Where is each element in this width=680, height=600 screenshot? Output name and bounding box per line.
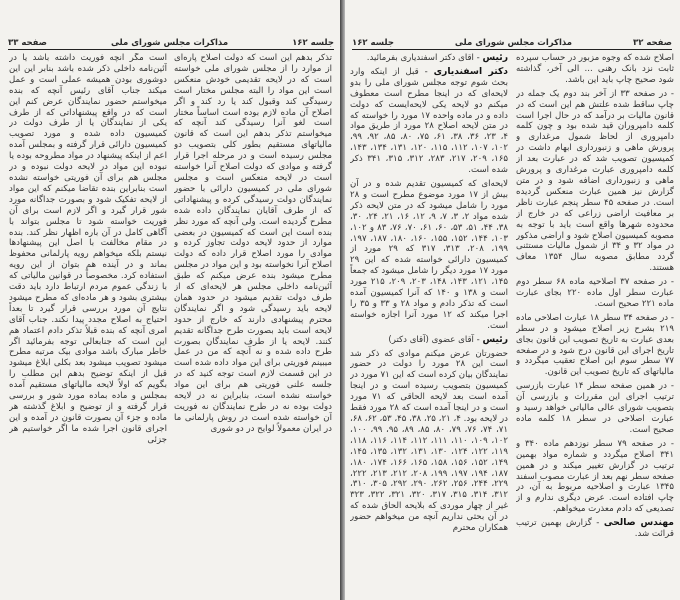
paragraph-text: - در صفحه ۳۳ از آخر بند دوم یک جمله در چاپ ساقط شده علتش هم این است که در قانون مالیات بر درآمد که در حال اجرا است کلمه دامپروران قید شده بود و چون کلمه دامپروری از لحاظ شمول مرغداری و پرورش ماهی و زنبورداری ابهام داشت در کمیسیون تصویب شد که در عبارت بعد از کلمه دامپروری عبارت مرغداری و پرورش ماهی و زنبورداری اضافه شود و در متن گزارش نیز همین عبارت منعکس گردیده است. در صفحه ۴۵ سطر پنجم عبارت ناظر بر معافیت اراضی زراعی که در خارج از محدوده شهرها واقع است باید با توجه به مصوبه کمیسیون اصلاح شود و اراضی مذکور در مواد ۳۲ و ۳۴ از شمول مالیات مستثنی گردد مطابق مصوبه سال ۱۳۵۴ معاف هستند. (516, 88, 674, 274)
right-column (516, 53, 674, 588)
publication-title: مذاکرات مجلس شورای ملی (454, 38, 573, 48)
paragraph (516, 277, 674, 310)
right-column (174, 53, 332, 588)
paragraph (9, 53, 167, 446)
paragraph-text: - در صفحه ۳۴ سطر ۱۸ عبارت اصلاحی ماده ۲۱۹ بشرح زیر اصلاح میشود و در سطر بعدی عبارت به تاریخ تصویب این قانون بجای تاریخ اجرای این قانون درج شود و در صفحه ۷۷ سطر سوم این اصلاح تعقیب میگردد و مالیاتهای که تاریخ تصویب این قانون. (516, 312, 674, 378)
page-header (8, 38, 334, 50)
paragraph-text: لایحه‌ای که کمیسیون تقدیم شده و در آن بیش از ۱۷ مورد موضوع مطرح است و ۲۸ مورد را شامل میشود که در متن لایحه ذکر شده مواد ۲، ۳، ۷، ۹، ۱۲، ۱۶، ۲۱، ۲۴، ۳۰، ۳۸، ۴۴، ۵۱، ۵۳، ۶۰، ۶۱، ۷۰، ۷۶، ۸۳ و ۱۰۲، ۱۰۳، ۱۴۴، ۱۵۲، ۱۵۵، ۱۶۰، ۱۸۰، ۱۸۷، ۱۹۷، ۱۹۹، ۲۰۸، ۳۱۳، ۳۱۷ که ۲۹ مورد از کمیسیون دارائی خواسته شده که این ۲۹ مورد ۱۷ مورد دیگر را شامل میشود که جمعاً ۱۴۵، ۱۲۱، ۱۴۳، ۱۴۸، ۲۰۳، ۲۰۹، ۲۱۵ مورد است و ۱۳۸ و ۱۴۰ که آنرا کمیسیون آمده است که تذکر دادم و مواد ۲۸ و ۳۳ و ۳۵ را اجرا میکند که ۱۲ مورد آنرا اجازه خواسته است. (350, 178, 508, 331)
paragraph-text: - در صفحه ۷۹ سطر نوزدهم ماده ۳۴۰ و ۳۴۱ اصلاح میگردد و شماره مواد بهمین ترتیب در گزارش تغییر میکند و در همین صفحه سطر نهم بعد از عبارت مصوب اسفند ۱۳۴۵ عبارت و اصلاحیه مربوط به آن، در چاپ افتاده است. عرض دیگری ندارم و از تصدیعی که دادم معذرت میخواهم. (516, 438, 674, 515)
paragraph-text: - گزارش بهمین ترتیب قرائت شد. (516, 518, 674, 540)
paragraph-text: - در صفحه ۳۷ اصلاحیه ماده ۶۸ سطر دوم عبارت سطر اول ماده ۲۲۰ بجای عبارت ماده ۲۲۱ صحیح است. (516, 277, 674, 309)
paragraph-text: - قبل از اینکه وارد بحث شوم توجه مجلس شورای ملی را بدو لایحه‌ای که در اینجا مطرح است معطوف میکنم دو لایحه یکی لایحه‌ایست که دولت داده و در ماده واحده ۱۷ مورد را خواسته که در متن لایحه اصلاح ۲۸ مورد از طریق مواد ۴، ۲۳، ۳۶، ۳۸، ۶۱، ۷۵، ۸۰، ۸۵، ۹۲، ۹۹، ۱۰۲، ۱۰۷، ۱۱۲، ۱۱۵، ۱۲۰، ۱۳۱، ۱۳۴، ۱۴۳، ۱۶۵، ۲۰۹، ۲۱۷، ۲۸۳، ۳۱۲، ۳۱۵، ۳۴۱ ذکر شده است. (350, 66, 508, 176)
paragraph-text: تذکر بدهم این است که دولت اصلاح پاره‌ای از موارد را از مجلس شورای ملی خواسته است که در لایحه تقدیمی خودش منعکس است این مواد را البته مجلس مختار است رسیدگی کند وقبول کند یا رد کند و اگر اصلاح آن ماده لازم بوده است اساساً مختار است لغو آنرا رسیدگی کند آنچه که میخواستم تذکر بدهم این است که قانون مالیاتهای مستقیم بطور کلی بتصویب دو مجلس رسیده است و در مرحله اجرا قرار گرفته و موادی که دولت اصلاح آنرا خواسته است در لایحه منعکس است و مجلس شورای ملی در کمیسیون دارائی با حضور نمایندگان دولت رسیدگی کرده و پیشنهاداتی که از طرف آقایان نمایندگان داده شده مطرح گردیده است. ولی آنچه که مورد نظر بنده است این است که کمیسیون در بعضی موارد از حدود لایحه دولت تجاوز کرده و موادی را مورد اصلاح قرار داده که دولت اصلاح آنرا نخواسته بود و این مواد در مجلس مطرح میشود بنده عرض میکنم که طبق آئین‌نامه داخلی مجلس هر لایحه‌ای که از طرف دولت تقدیم میشود در حدود همان لایحه باید رسیدگی شود و اگر نمایندگان محترم پیشنهادی دارند که خارج از حدود لایحه است باید بصورت طرح جداگانه تقدیم کنند. لایحه یا از طرف نمایندگان بصورت طرح داده شده و نه آنچه که من در عمل میبینم فوریتی برای این مواد داده شده است در این قسمت لازم است توجه کنید که در جلسه علنی فوریتی هم برای این مواد خواسته نشده است، بنابراین نه در لایحه دولت بوده نه در طرح نمایندگان نه فوریت آن خواسته شده است در روش پارلمانی ما در ایران معمولاً لوایح در دو شوری (174, 53, 332, 434)
right-page (340, 0, 680, 600)
paragraph (350, 179, 508, 332)
paragraph (516, 313, 674, 378)
speaker-name: دکتر اسفندیاری (433, 65, 508, 77)
publication-title: مذاکرات مجلس شورای ملی (110, 38, 229, 48)
paragraph-text: - در همین صفحه سطر ۱۴ عبارت بازرسی ترتیب اجرای این مقررات و بازرسی آن بتصویب شورای عالی مالیاتی خواهد رسید و عبارت اصلاحی در سطر ۱۸ کلمه ماده صحیح است. (516, 381, 674, 435)
page-header (352, 38, 672, 50)
paragraph-text: حضورتان عرض میکنم موادی که ذکر شد است این ۲۸ مورد را دولت در حضور نمایندگان بیان کرده است که این ۷۱ مورد در کمیسیون بتصویب رسیده است و در اینجا آمده است بعد لایحه الحاقی که ۷۱ مورد است و در اینجا آمده است که ۲۸ مورد فقط در لایحه بود. ۴، ۲۱، ۲۵، ۳۸، ۴۵، ۵۳، ۶۲، ۶۸، ۷۱، ۷۴، ۷۶، ۷۹، ۸۰، ۸۵، ۸۹، ۹۵، ۹۹، ۱۰۰، ۱۰۲، ۱۰۹، ۱۱۰، ۱۱۱، ۱۱۲، ۱۱۴، ۱۱۶، ۱۱۸، ۱۱۹، ۱۲۲، ۱۲۴، ۱۳۰، ۱۳۱، ۱۳۲، ۱۳۵، ۱۴۵، ۱۴۹، ۱۵۲، ۱۵۶، ۱۵۸، ۱۶۵، ۱۶۶، ۱۷۴، ۱۸۰، ۱۸۷، ۱۹۴، ۱۹۷، ۱۹۹، ۲۰۸، ۲۱۲، ۲۱۳، ۲۲۲، ۲۲۹، ۲۴۴، ۲۵۶، ۲۶۲، ۲۹۰، ۲۹۲، ۳۰۵، ۳۱۰، ۳۱۲، ۳۱۴، ۳۱۵، ۳۱۷، ۳۲۰، ۳۲۱، ۳۲۲، ۳۲۳ غیر از چهار موردی که بلایحه الحاق شده که در آن بحثی نداریم آنچه من میخواهم حضور همکاران محترم (350, 348, 508, 534)
speaker-name: مهندس صالحی (603, 517, 674, 529)
page-number: صفحه ۳۲ (633, 38, 672, 48)
paragraph-text: - آقای عضوی (آقای دکتر) (388, 334, 483, 345)
paragraph (516, 439, 674, 515)
paragraph (350, 349, 508, 534)
paragraph (350, 67, 508, 176)
speaker-name: رئیس (482, 333, 508, 345)
paragraph (174, 53, 332, 435)
paragraph (350, 335, 508, 346)
paragraph (350, 53, 508, 64)
paragraph (516, 381, 674, 436)
session-number: جلسه ۱۶۲ (352, 38, 394, 48)
speaker-name: رئیس (482, 53, 508, 63)
paragraph (516, 518, 674, 540)
paragraph (516, 53, 674, 86)
session-number: جلسه ۱۶۲ (292, 38, 334, 48)
left-column (9, 53, 167, 588)
paragraph (516, 89, 674, 274)
left-column (350, 53, 508, 588)
page-number: صفحه ۳۳ (8, 38, 47, 48)
paragraph-text: اصلاح شده که وجوه مزبور در حساب سپرده ثابت نزد بانک رهنی ... الی آخر، گذاشته شود صحیح چاپ باید این باشد. (516, 53, 674, 85)
paragraph-text: - آقای دکتر اسفندیاری بفرمائید. (366, 53, 483, 63)
paragraph-text: است مگر آنچه فوریت داشته باشد یا در آئین‌نامه داخلی ذکر شده باشد بنابر این این دوشوری بودن همیشه عملی است و عمل میکند جناب آقای رئیس آنچه که بنده میخواستم حضور نمایندگان عرض کنم این است که در واقع پیشنهاداتی که از طرف یکی از نمایندگان یا از طرف دولت در کمیسیون داده شده و مورد تصویب کمیسیون دارائی قرار گرفته و بمجلس آمده اعم از اینکه پیشنهاد در مواد مطروحه بوده یا نبوده این مواد در لایحه دولت نبوده و در مجلس هم برای آن فوریتی خواسته نشده است بنابراین بنده تقاضا میکنم که این مواد از لایحه تفکیک شود و بصورت جداگانه مورد شور قرار گیرد و اگر لازم است برای آن فوریت خواسته شود تا مجلس بتواند با آگاهی کامل در آن باره اظهار نظر کند. بنده در مقام مخالفت با اصل این پیشنهادها نیستم بلکه میخواهم رویه پارلمانی محفوظ بماند و در آینده هم بتوان از این رویه استفاده کرد. مخصوصاً در قوانین مالیاتی که با زندگی عموم مردم ارتباط دارد باید دقت بیشتری بشود و هر ماده‌ای که مطرح میشود نتایج آن مورد بررسی قرار گیرد تا بعداً احتیاج به اصلاح مجدد پیدا نکند. جناب آقای امری آنچه که بنده قبلاً تذکر دادم اعتماد هم این است که جنابعالی توجه بفرمائید اگر خاطر مبارک باشد موادی بیک مرتبه مطرح میشود تصویب میشود بعد بکلی ابلاغ میشود قبل از اینکه توضیح بدهم این مطلب را بگویم که اولاً لایحه مالیاتهای مستقیم آمده بمجلس و ماده بماده مورد شور و بررسی قرار گرفته و از توضیح و ابلاغ گذشته هر ماده و جزء آن بصورت قانون در آمده و این اجرای قانون اجرا شده ما اگر خواستیم هر جزئی (9, 53, 167, 445)
